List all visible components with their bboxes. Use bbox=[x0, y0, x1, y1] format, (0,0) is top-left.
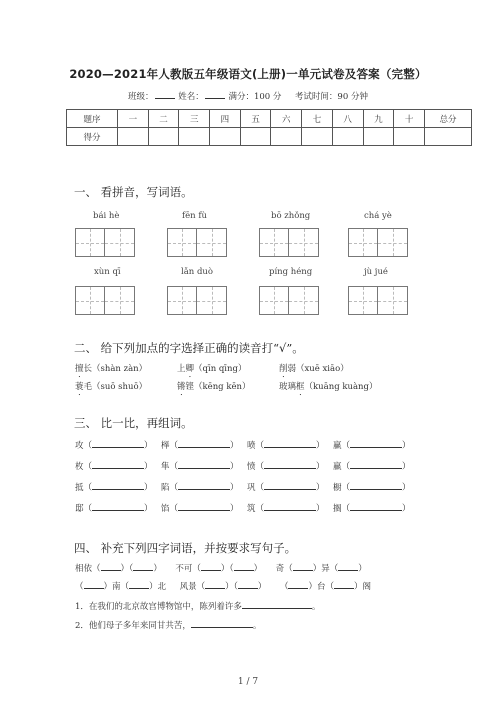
word-blank[interactable] bbox=[92, 439, 144, 448]
idiom-blank[interactable] bbox=[101, 562, 121, 571]
page-number: 1 / 7 bbox=[237, 677, 259, 687]
score-cell[interactable] bbox=[425, 128, 472, 146]
idiom-blank[interactable] bbox=[84, 580, 104, 589]
compare-word-item: 邸（ ） bbox=[75, 504, 153, 514]
compare-word-item: 巩（ ） bbox=[247, 483, 325, 493]
idiom-blank[interactable] bbox=[293, 562, 313, 571]
compare-char: 巩 bbox=[247, 483, 256, 493]
compare-char: 陷 bbox=[161, 483, 170, 493]
compare-char: 愤 bbox=[247, 462, 256, 472]
idiom-blank[interactable] bbox=[338, 562, 358, 571]
score-cell[interactable] bbox=[332, 128, 363, 146]
word-blank[interactable] bbox=[178, 460, 230, 469]
score-header-cell: 六 bbox=[271, 110, 302, 128]
word-blank[interactable] bbox=[92, 481, 144, 490]
compare-word-item: 枚（ ） bbox=[75, 462, 153, 472]
exam-info-line bbox=[0, 90, 496, 102]
pinyin-label: lǎn duò bbox=[181, 267, 213, 277]
score-cell[interactable] bbox=[240, 128, 271, 146]
score-cell[interactable] bbox=[394, 128, 425, 146]
compare-word-item: 搁（ ） bbox=[333, 504, 411, 514]
compare-char: 筑 bbox=[247, 504, 256, 514]
dotted-char: 卿 bbox=[185, 364, 195, 374]
word-blank[interactable] bbox=[350, 460, 402, 469]
pinyin-label: chá yè bbox=[364, 211, 392, 221]
pronunciation-item: 削弱（xuē xiāo） bbox=[279, 364, 349, 374]
writing-grid[interactable] bbox=[348, 286, 408, 315]
score-header-cell: 二 bbox=[148, 110, 179, 128]
full-score-label: 满分：100 分 bbox=[228, 92, 282, 102]
idiom-blank[interactable] bbox=[133, 562, 153, 571]
writing-grid[interactable] bbox=[75, 228, 135, 257]
compare-char: 邸 bbox=[75, 504, 84, 514]
writing-grid[interactable] bbox=[259, 228, 319, 257]
pinyin-label: píng héng bbox=[269, 267, 313, 277]
score-header-cell: 八 bbox=[332, 110, 363, 128]
section-2-heading: 二、 给下列加点的字选择正确的读音打“√”。 bbox=[74, 341, 304, 355]
pronunciation-item: 锵铿（kēng kēn） bbox=[177, 382, 251, 392]
idiom-blank[interactable] bbox=[288, 580, 308, 589]
pronunciation-item: 蓑毛（suō shuō） bbox=[75, 382, 148, 392]
writing-grid[interactable] bbox=[167, 228, 227, 257]
compare-word-item: 隼（ ） bbox=[161, 462, 239, 472]
score-header-cell: 十 bbox=[394, 110, 425, 128]
class-label: 班级： bbox=[128, 92, 154, 102]
idiom-row-1: 相依（ ）（ ） 不可（ ）（ ） 奇（ ）异（ ） bbox=[75, 564, 367, 574]
writing-grid[interactable] bbox=[167, 286, 227, 315]
score-header-cell: 五 bbox=[240, 110, 271, 128]
score-cell[interactable] bbox=[363, 128, 394, 146]
writing-grid[interactable] bbox=[75, 286, 135, 315]
pinyin-label: fēn fù bbox=[182, 211, 207, 221]
word-blank[interactable] bbox=[92, 502, 144, 511]
compare-word-item: 馅（ ） bbox=[161, 504, 239, 514]
score-header-cell: 九 bbox=[363, 110, 394, 128]
word-blank[interactable] bbox=[264, 481, 316, 490]
compare-word-item: 抵（ ） bbox=[75, 483, 153, 493]
word-blank[interactable] bbox=[264, 460, 316, 469]
word-blank[interactable] bbox=[178, 502, 230, 511]
score-header-cell: 四 bbox=[210, 110, 241, 128]
pinyin-label: xùn qī bbox=[94, 267, 121, 277]
section-1-heading: 一、 看拼音，写词语。 bbox=[74, 185, 193, 199]
compare-word-item: 陷（ ） bbox=[161, 483, 239, 493]
compare-char: 抵 bbox=[75, 483, 84, 493]
idiom-blank[interactable] bbox=[234, 562, 254, 571]
compare-char: 馅 bbox=[161, 504, 170, 514]
compare-char: 枚 bbox=[75, 462, 84, 472]
compare-char: 搁 bbox=[333, 504, 342, 514]
score-header-cell: 题序 bbox=[67, 110, 118, 128]
pronunciation-item: 玻璃框（kuāng kuàng） bbox=[279, 382, 378, 392]
idiom-blank[interactable] bbox=[201, 562, 221, 571]
pronunciation-item: 擅长（shàn zàn） bbox=[75, 364, 148, 374]
word-blank[interactable] bbox=[178, 481, 230, 490]
score-cell[interactable] bbox=[210, 128, 241, 146]
name-blank bbox=[205, 90, 225, 99]
compare-word-item: 喷（ ） bbox=[247, 441, 325, 451]
compare-word-item: 橱（ ） bbox=[333, 483, 411, 493]
sentence-blank[interactable] bbox=[191, 619, 253, 628]
score-row-label: 得分 bbox=[67, 128, 118, 146]
class-blank bbox=[155, 90, 175, 99]
sentence-question-2: 2．他们母子多年来同甘共苦， 。 bbox=[75, 621, 262, 631]
score-header-cell: 三 bbox=[179, 110, 210, 128]
compare-char: 隼 bbox=[161, 462, 170, 472]
pronunciation-item: 上卿（qīn qīng） bbox=[177, 364, 247, 374]
compare-char: 攻 bbox=[75, 441, 84, 451]
dotted-char: 擅 bbox=[75, 364, 84, 374]
word-blank[interactable] bbox=[350, 502, 402, 511]
compare-word-item: 榉（ ） bbox=[161, 441, 239, 451]
word-blank[interactable] bbox=[350, 439, 402, 448]
score-cell[interactable] bbox=[148, 128, 179, 146]
compare-word-item: 筑（ ） bbox=[247, 504, 325, 514]
compare-word-item: 羸（ ） bbox=[333, 462, 411, 472]
idiom-blank[interactable] bbox=[129, 580, 149, 589]
score-header-cell: 总分 bbox=[425, 110, 472, 128]
dotted-char: 框 bbox=[296, 382, 305, 392]
score-table-header-row bbox=[67, 110, 472, 128]
sentence-blank[interactable] bbox=[242, 600, 312, 609]
score-cell[interactable] bbox=[118, 128, 149, 146]
compare-char: 喷 bbox=[247, 441, 256, 451]
score-header-cell: 一 bbox=[118, 110, 149, 128]
word-blank[interactable] bbox=[350, 481, 402, 490]
document-title: 2020—2021年人教版五年级语文(上册)一单元试卷及答案（完整） bbox=[69, 67, 427, 81]
word-blank[interactable] bbox=[264, 439, 316, 448]
score-header-cell: 七 bbox=[302, 110, 333, 128]
word-blank[interactable] bbox=[264, 502, 316, 511]
score-cell[interactable] bbox=[271, 128, 302, 146]
compare-char: 榉 bbox=[161, 441, 170, 451]
name-label: 姓名： bbox=[178, 92, 204, 102]
dotted-char: 削 bbox=[279, 364, 288, 374]
section-4-heading: 四、 补充下列四字词语，并按要求写句子。 bbox=[74, 541, 297, 555]
compare-word-item: 攻（ ） bbox=[75, 441, 153, 451]
writing-grid[interactable] bbox=[348, 228, 408, 257]
dotted-char: 蓑 bbox=[75, 382, 84, 392]
idiom-row-2: （ ）南（ ）北 风景（ ）（ ） （ ）台（ ）阁 bbox=[75, 582, 372, 592]
compare-char: 羸 bbox=[333, 462, 342, 472]
idiom-blank[interactable] bbox=[334, 580, 354, 589]
score-cell[interactable] bbox=[302, 128, 333, 146]
idiom-blank[interactable] bbox=[205, 580, 225, 589]
compare-word-item: 赢（ ） bbox=[333, 441, 411, 451]
word-blank[interactable] bbox=[178, 439, 230, 448]
compare-char: 橱 bbox=[333, 483, 342, 493]
score-cell[interactable] bbox=[179, 128, 210, 146]
sentence-question-1: 1．在我们的北京故宫博物馆中，陈列着许多 。 bbox=[75, 602, 321, 612]
pinyin-label: bái hè bbox=[93, 211, 120, 221]
score-table-score-row bbox=[67, 128, 472, 146]
writing-grid[interactable] bbox=[259, 286, 319, 315]
exam-time-label: 考试时间：90 分钟 bbox=[294, 92, 368, 102]
pinyin-label: bō zhǒng bbox=[271, 211, 311, 221]
idiom-blank[interactable] bbox=[238, 580, 258, 589]
dotted-char: 锵 bbox=[177, 382, 186, 392]
score-table bbox=[66, 109, 472, 146]
pinyin-label: jù jué bbox=[364, 267, 388, 277]
section-3-heading: 三、 比一比，再组词。 bbox=[74, 416, 193, 430]
compare-char: 赢 bbox=[333, 441, 342, 451]
compare-word-item: 愤（ ） bbox=[247, 462, 325, 472]
word-blank[interactable] bbox=[92, 460, 144, 469]
